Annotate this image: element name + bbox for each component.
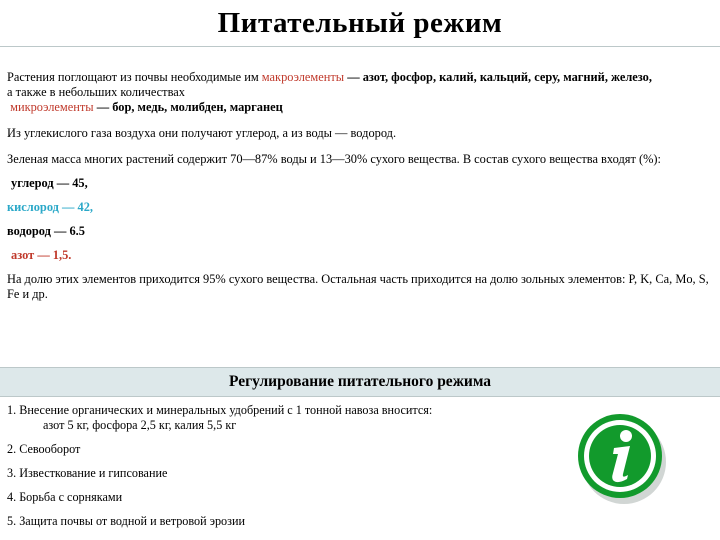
title-divider xyxy=(0,46,720,47)
section-header xyxy=(0,367,720,397)
info-icon xyxy=(574,410,670,506)
element-hydrogen: водород — 6.5 xyxy=(7,224,85,238)
element-nitrogen: азот — 1,5. xyxy=(11,248,72,262)
list-item: 3. Известкование и гипсование xyxy=(7,466,168,480)
micro-term: микроэлементы xyxy=(10,100,94,114)
macro-list: — азот, фосфор, калий, кальций, серу, магний, железо, xyxy=(344,70,652,84)
ash-paragraph: На долю этих элементов приходится 95% сухого вещества. Остальная часть приходится на долю зольных элементов: P, K, Ca, Mo, S, Fe и др. xyxy=(7,272,709,301)
intro-text: Растения поглощают из почвы необходимые им xyxy=(7,70,262,84)
list-item: 4. Борьба с сорняками xyxy=(7,490,123,504)
title-bar xyxy=(0,0,720,46)
also-line: а также в небольших количествах xyxy=(7,85,185,99)
macro-term: макроэлементы xyxy=(261,70,345,84)
page-title: Питательный режим xyxy=(217,6,503,39)
section-title: Регулирование питательного режима xyxy=(228,373,492,390)
micro-list: — бор, медь, молибден, марганец xyxy=(93,100,283,114)
element-carbon: углерод — 45, xyxy=(11,176,88,190)
intro-paragraph xyxy=(7,70,713,85)
measure-1-text: 1. Внесение органических и минеральных удобрений с 1 тонной навоза вносится: xyxy=(7,403,433,417)
carbon-line: Из углекислого газа воздуха они получают углерод, а из воды — водород. xyxy=(7,126,397,140)
green-mass-paragraph: Зеленая масса многих растений содержит 70—87% воды и 13—30% сухого вещества. В состав сухого вещества входят (%): xyxy=(7,152,661,166)
element-oxygen: кислород — 42, xyxy=(7,200,93,214)
list-item xyxy=(7,403,567,433)
micro-paragraph xyxy=(7,100,713,115)
main-content xyxy=(7,70,713,302)
measures-list xyxy=(7,403,567,538)
list-item: 5. Защита почвы от водной и ветровой эрозии xyxy=(7,514,246,528)
list-item: 2. Севооборот xyxy=(7,442,81,456)
measure-1-sub: азот 5 кг, фосфора 2,5 кг, калия 5,5 кг xyxy=(43,418,237,432)
